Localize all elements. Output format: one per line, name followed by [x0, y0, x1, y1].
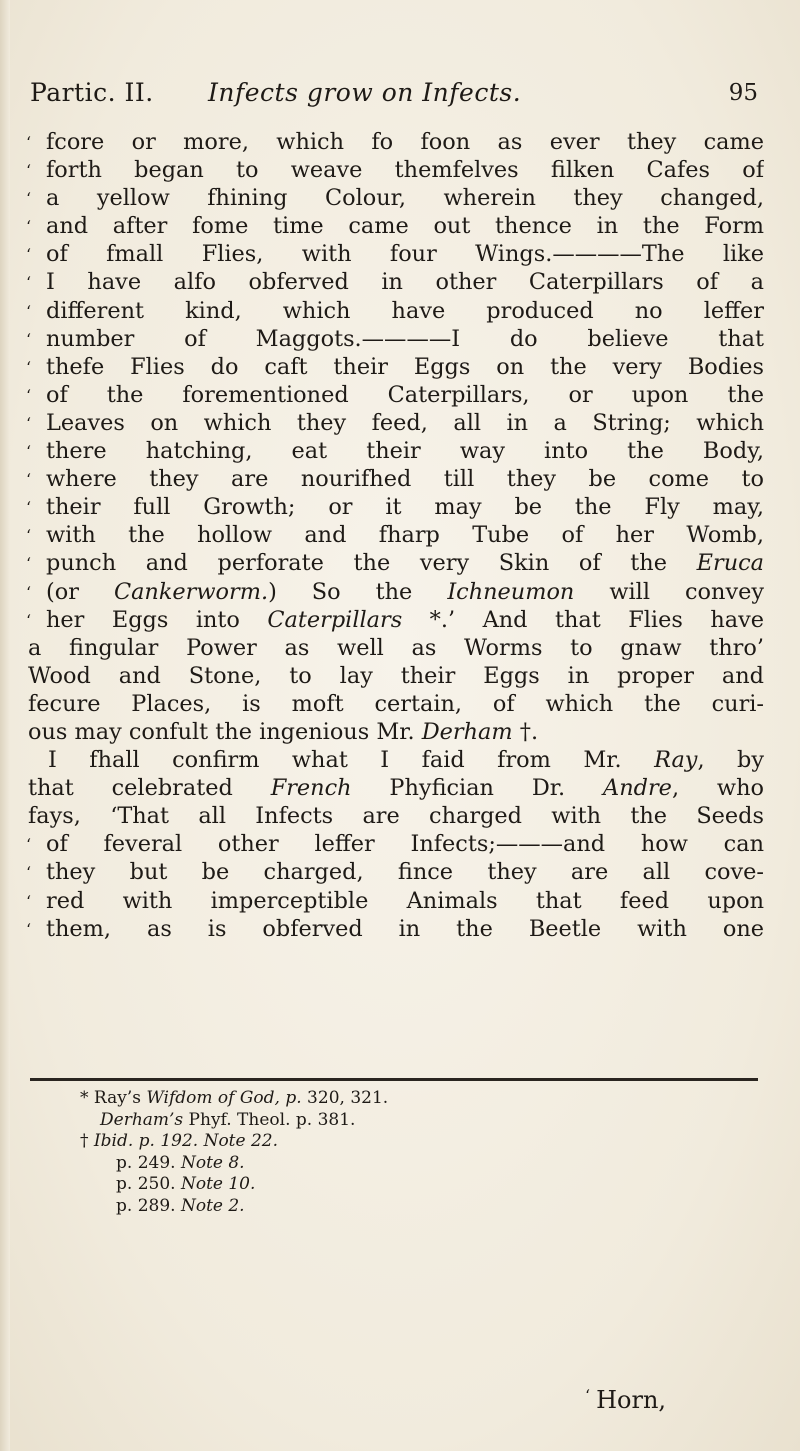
text-line [26, 240, 764, 268]
line-text: a fingular Power as well as Worms to gnaw thro’ [28, 634, 764, 661]
line-text: a yellow fhining Colour, wherein they changed, [46, 185, 764, 212]
line-text-part: , by [697, 747, 764, 774]
text-line [26, 774, 764, 802]
line-text: of the forementioned Caterpillars, or upon the [46, 381, 764, 408]
footnote-rule [30, 1078, 758, 1081]
line-text-part: that celebrated [28, 775, 271, 802]
footnote-text: † [80, 1131, 94, 1151]
footnote [80, 1196, 680, 1218]
footnote-text: p. 250. [116, 1174, 181, 1194]
quote-mark: ‘ [26, 526, 32, 546]
text-line [26, 578, 764, 606]
italic-word: Ichneumon [447, 578, 575, 605]
quote-mark: ‘ [26, 442, 32, 462]
line-text-part: ) So the [268, 578, 448, 605]
quote-mark: ‘ [26, 582, 32, 602]
text-line [26, 156, 764, 184]
line-text: I have alfo obferved in other Caterpillars of a [46, 269, 764, 296]
line-text: with the hollow and fharp Tube of her Womb, [46, 522, 764, 549]
running-head [30, 78, 758, 118]
text-line [26, 493, 764, 521]
line-text: different kind, which have produced no leffer [46, 297, 764, 324]
catchword [585, 1386, 666, 1414]
quote-mark: ‘ [26, 133, 32, 152]
line-text: there hatching, eat their way into the Body, [46, 438, 764, 465]
quote-mark: ‘ [26, 273, 32, 293]
line-text: where they are nourifhed till they be come to [46, 466, 764, 493]
line-text [26, 746, 764, 774]
text-line [26, 634, 764, 662]
line-text-part: Phyfician Dr. [351, 775, 604, 802]
text-line [26, 746, 764, 774]
text-line [26, 521, 764, 549]
quote-mark: ‘ [585, 1386, 591, 1405]
line-text: of fmall Flies, with four Wings.————The like [46, 241, 764, 268]
line-text: fecure Places, is moft certain, of which the curi- [28, 690, 764, 717]
italic-word: French [270, 775, 352, 802]
text-line [26, 915, 764, 943]
line-text: red with imperceptible Animals that feed upon [46, 887, 764, 914]
line-text [46, 549, 764, 577]
quote-mark: ‘ [26, 161, 32, 181]
line-text: of feveral other leffer Infects;———and how can [46, 831, 764, 858]
text-line [26, 353, 764, 381]
footnote-text: Phyf. Theol. p. 381. [183, 1109, 356, 1130]
italic-word: Derham [421, 718, 513, 745]
footnote [80, 1131, 680, 1153]
line-text [46, 606, 764, 634]
text-line [26, 325, 764, 353]
quote-mark: ‘ [26, 357, 32, 377]
footnote-text: p. 289. [116, 1195, 181, 1216]
text-line [26, 184, 764, 212]
line-text: forth began to weave themfelves filken Cafes of [46, 157, 764, 184]
text-line [26, 690, 764, 718]
line-text: Leaves on which they feed, all in a String; which [46, 409, 764, 436]
line-text: thefe Flies do caft their Eggs on the very Bodies [46, 353, 764, 380]
catchword-text: Horn, [596, 1386, 667, 1414]
text-line [26, 297, 764, 325]
line-text-part: (or [46, 578, 114, 605]
line-text-part: punch and perforate the very Skin of the [46, 550, 697, 577]
line-text-part: , who [671, 775, 764, 802]
line-text: their full Growth; or it may be the Fly may, [46, 494, 764, 521]
running-head-part: Partic. II. [30, 78, 154, 107]
line-text: them, as is obferved in the Beetle with one [46, 915, 764, 942]
quote-mark: ‘ [26, 385, 32, 405]
line-text: fcore or more, which fo foon as ever they came [46, 129, 764, 155]
quote-mark: ‘ [26, 301, 32, 321]
quote-mark: ‘ [26, 835, 32, 855]
text-line [26, 718, 764, 746]
quote-mark: ‘ [26, 919, 32, 939]
text-line [26, 802, 764, 830]
body-text [26, 128, 764, 943]
quote-mark: ‘ [26, 610, 32, 630]
page-edge [0, 0, 10, 1451]
text-line [26, 381, 764, 409]
footnotes [80, 1088, 680, 1217]
text-line [26, 887, 764, 915]
quote-mark: ‘ [26, 245, 32, 265]
footnote-text: * Ray’s [80, 1088, 147, 1108]
line-text: number of Maggots.————I do believe that [46, 325, 764, 352]
line-text-part: ous may confult the ingenious Mr. [28, 718, 422, 745]
text-line [26, 549, 764, 577]
italic-word: Caterpillars [267, 606, 403, 633]
footnote [80, 1110, 680, 1132]
line-text: and after fome time came out thence in the Form [46, 213, 764, 240]
line-text [26, 774, 764, 802]
line-text: they but be charged, fince they are all cove- [46, 859, 764, 886]
quote-mark: ‘ [26, 413, 32, 433]
text-line [26, 409, 764, 437]
footnote-italic: Note 2. [180, 1195, 245, 1216]
footnote-italic: Note 10. [180, 1174, 256, 1194]
footnote [80, 1153, 680, 1175]
text-line [26, 830, 764, 858]
footnote-italic: Ibid. p. 192. Note 22. [93, 1131, 279, 1151]
quote-mark: ‘ [26, 329, 32, 349]
text-line [26, 662, 764, 690]
text-line [26, 858, 764, 886]
quote-mark: ‘ [26, 863, 32, 883]
quote-mark: ‘ [26, 470, 32, 490]
text-line [26, 268, 764, 296]
italic-word: Andre [603, 775, 672, 802]
footnote-italic: Note 8. [180, 1152, 245, 1173]
quote-mark: ‘ [26, 891, 32, 911]
quote-mark: ‘ [26, 189, 32, 209]
text-line [26, 212, 764, 240]
text-line [26, 606, 764, 634]
quote-mark: ‘ [26, 217, 32, 237]
footnote-text: 320, 321. [301, 1088, 389, 1108]
text-line [26, 437, 764, 465]
line-text: Wood and Stone, to lay their Eggs in proper and [28, 662, 764, 689]
footnote [80, 1088, 680, 1110]
italic-word: Cankerworm. [113, 578, 269, 605]
footnote-italic: Wifdom of God, p. [146, 1088, 302, 1108]
footnote-text: p. 249. [116, 1152, 181, 1173]
footnote [80, 1174, 680, 1196]
text-line [26, 465, 764, 493]
quote-mark: ‘ [26, 498, 32, 518]
page-number: 95 [728, 80, 758, 106]
line-text [46, 578, 764, 606]
line-text-part: will convey [574, 578, 764, 605]
footnote-italic: Derham’s [100, 1109, 184, 1130]
line-text [26, 718, 764, 746]
running-head-title: Infects grow on Infects. [208, 78, 522, 107]
quote-mark: ‘ [26, 554, 32, 574]
line-text-part: I fhall confirm what I faid from Mr. [48, 747, 655, 774]
line-text: fays, ‘That all Infects are charged with the Seeds [28, 803, 764, 830]
line-text-part: *.’ And that Flies have [402, 606, 764, 633]
line-text-part: her Eggs into [46, 606, 268, 633]
italic-word: Eruca [696, 550, 764, 577]
italic-word: Ray [654, 747, 698, 774]
line-text-part: †. [512, 718, 539, 745]
text-line [26, 128, 764, 156]
